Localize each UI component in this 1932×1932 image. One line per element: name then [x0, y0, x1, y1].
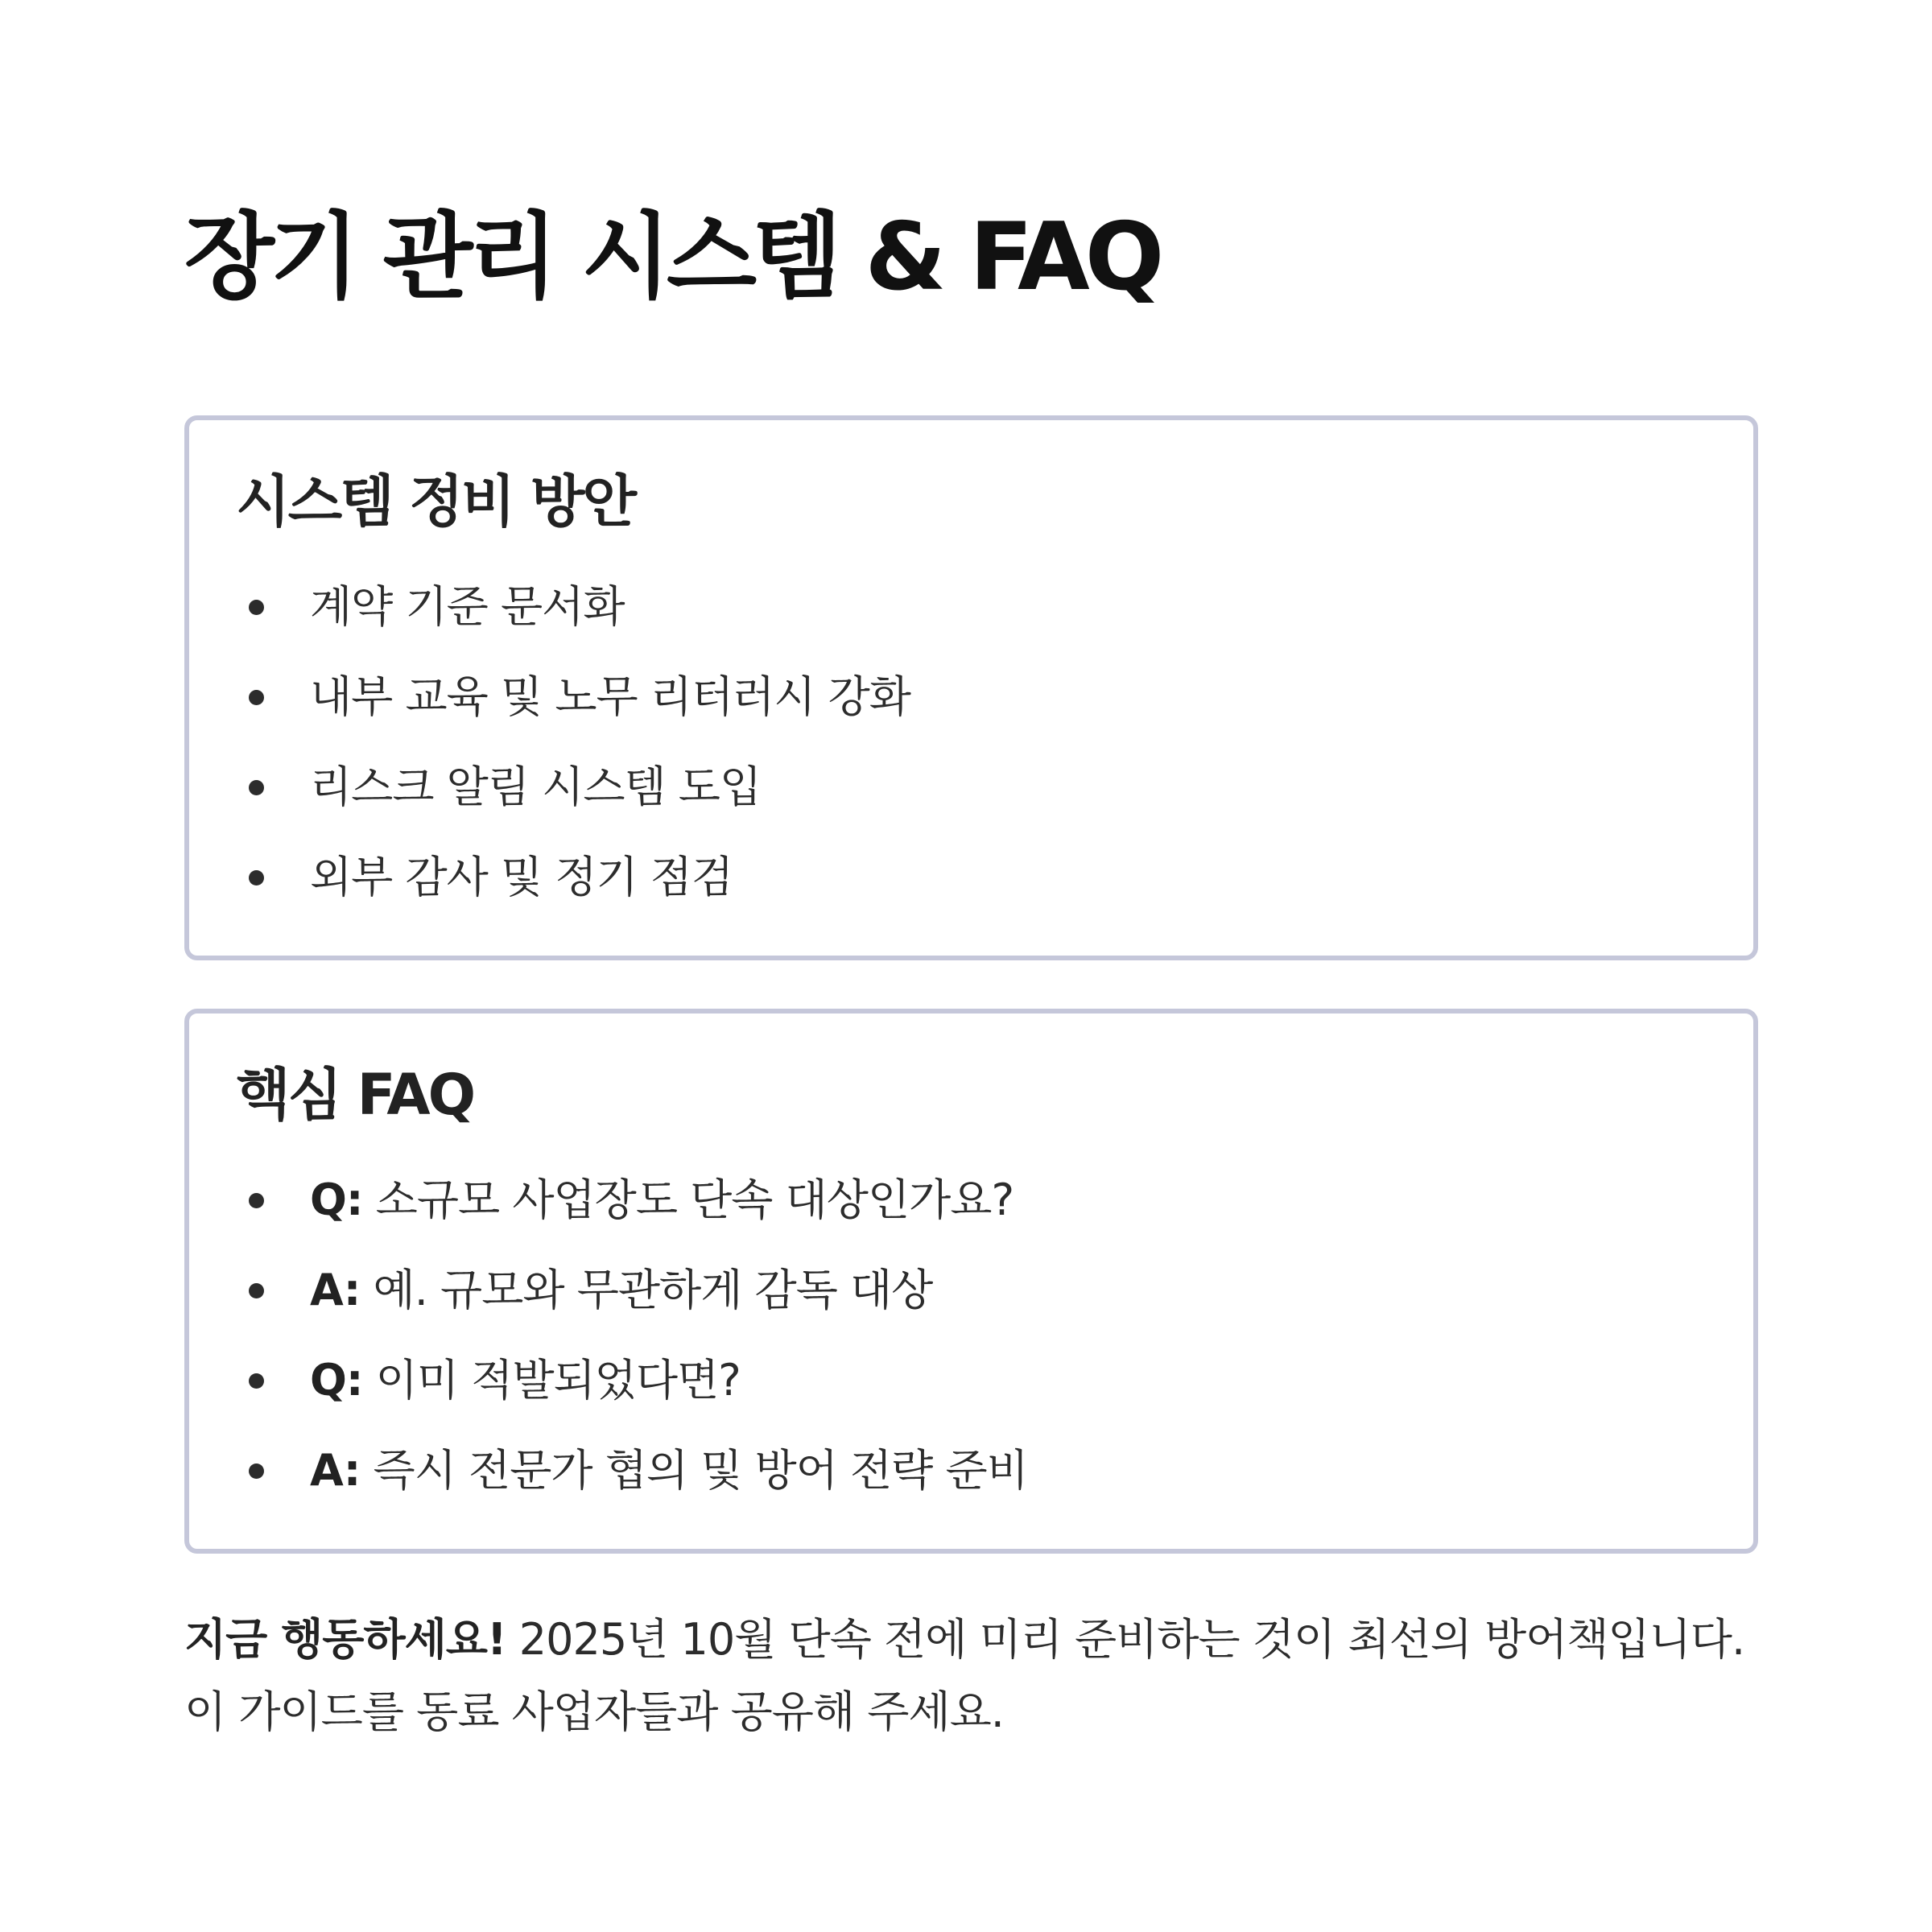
page-title: 장기 관리 시스템 & FAQ: [184, 203, 1160, 312]
call-to-action-text: 2025년 10월 단속 전에 미리 준비하는 것이 최선의 방어책입니다.: [506, 1614, 1745, 1665]
faq-item: [236, 1155, 1707, 1245]
faq-item-text: 즉시 전문가 협의 및 방어 전략 준비: [360, 1445, 1028, 1496]
list-item: [236, 832, 1707, 923]
call-to-action: [184, 1604, 1758, 1748]
answer-tag: A:: [310, 1445, 361, 1496]
system-improvement-list: [236, 562, 1707, 923]
faq-heading: 핵심 FAQ: [236, 1062, 474, 1128]
bullet-icon: [249, 870, 264, 886]
bullet-icon: [249, 780, 264, 795]
list-item-text: 리스크 알림 시스템 도입: [310, 762, 762, 812]
bullet-icon: [249, 600, 264, 615]
question-tag: Q:: [310, 1174, 363, 1225]
question-tag: Q:: [310, 1355, 363, 1406]
faq-item: [236, 1335, 1707, 1426]
call-to-action-emphasis: 지금 행동하세요!: [184, 1614, 506, 1665]
faq-list: [236, 1155, 1707, 1516]
list-item-text: 내부 교육 및 노무 리터러시 강화: [310, 671, 910, 722]
list-item-text: 계약 기준 문서화: [310, 581, 625, 632]
list-item: [236, 652, 1707, 742]
faq-item: [236, 1245, 1707, 1335]
faq-item-text: 이미 적발되었다면?: [362, 1355, 741, 1406]
bullet-icon: [249, 1193, 264, 1208]
bullet-icon: [249, 1463, 264, 1479]
call-to-action-line-2: 이 가이드를 동료 사업자들과 공유해 주세요.: [184, 1686, 1004, 1737]
bullet-icon: [249, 690, 264, 705]
answer-tag: A:: [310, 1265, 361, 1315]
page-content: [184, 201, 1758, 1748]
faq-item-text: 소규모 사업장도 단속 대상인가요?: [362, 1174, 1014, 1225]
faq-card: [184, 1009, 1758, 1554]
faq-item-text: 예. 규모와 무관하게 감독 대상: [360, 1265, 933, 1315]
system-improvement-heading: 시스템 정비 방안: [236, 469, 635, 535]
list-item: [236, 742, 1707, 832]
list-item: [236, 562, 1707, 652]
system-improvement-card: [184, 415, 1758, 960]
faq-item: [236, 1426, 1707, 1516]
list-item-text: 외부 감사 및 정기 점검: [310, 852, 733, 902]
bullet-icon: [249, 1373, 264, 1389]
call-to-action-line-1: [184, 1604, 1758, 1676]
bullet-icon: [249, 1283, 264, 1298]
